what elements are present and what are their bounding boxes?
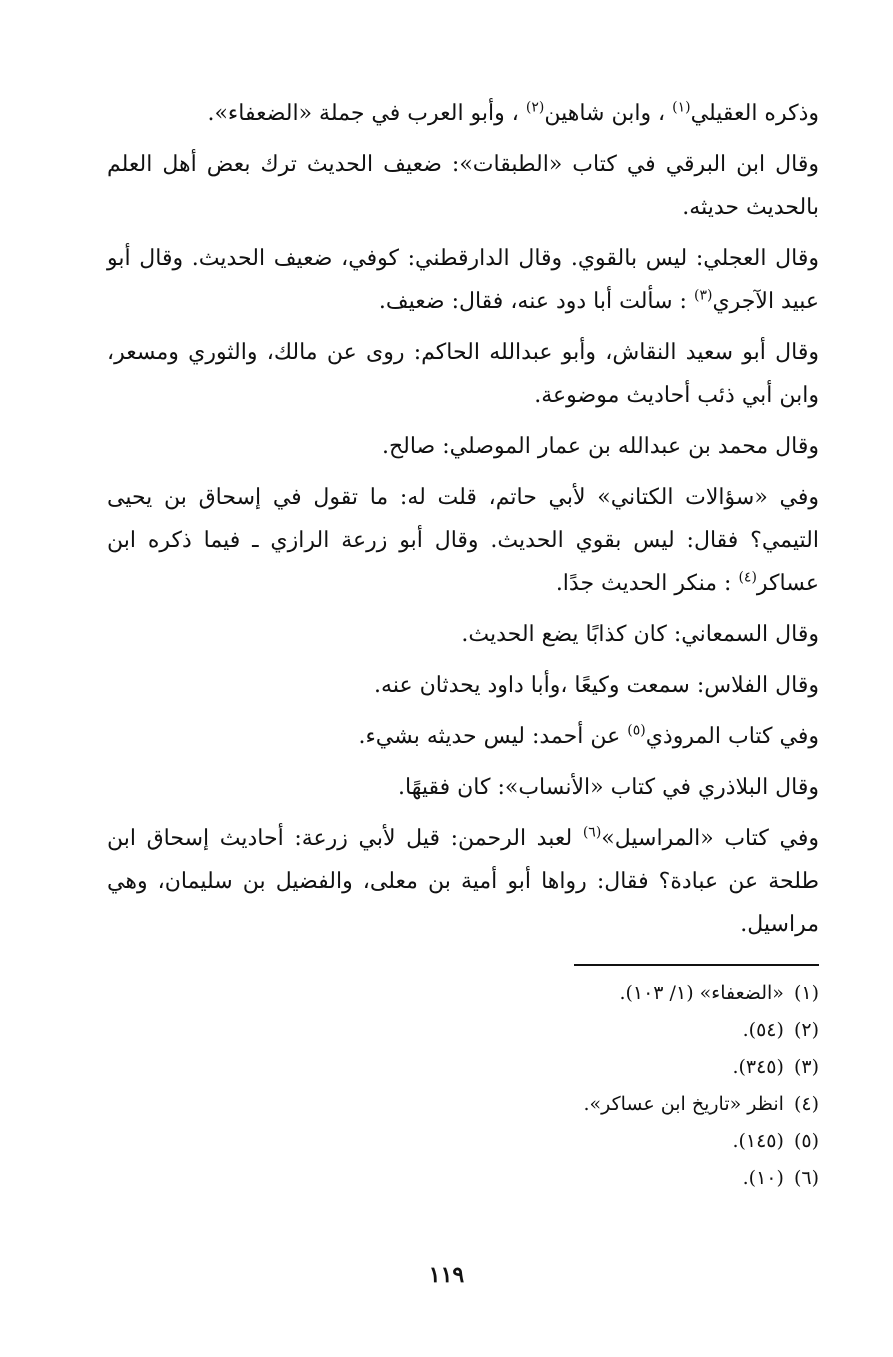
footnote-number: (١) bbox=[793, 982, 819, 1004]
paragraph-text: وقال السمعاني: كان كذابًا يضع الحديث. bbox=[461, 622, 819, 647]
footnotes bbox=[107, 975, 819, 1197]
paragraph-text: لعبد الرحمن: قيل لأبي زرعة: أحاديث إسحاق ابن طلحة عن عبادة؟ فقال: رواها أبو أمية بن معلى، والفضيل بن سليمان، وهي مراسيل. bbox=[107, 826, 819, 937]
paragraph-text: وفي كتاب «المراسيل» bbox=[601, 826, 819, 851]
paragraph-text: ، وأبو العرب في جملة «الضعفاء». bbox=[207, 101, 526, 126]
footnote bbox=[107, 1049, 819, 1086]
footnote-separator bbox=[574, 964, 819, 966]
main-text bbox=[107, 92, 819, 946]
paragraph-text: وقال العجلي: ليس بالقوي. وقال الدارقطني: كوفي، ضعيف الحديث. وقال أبو عبيد الآجري bbox=[107, 246, 819, 314]
footnote-number: (٣) bbox=[793, 1056, 819, 1078]
footnote-reference: (٥) bbox=[627, 722, 646, 739]
paragraph bbox=[107, 664, 819, 707]
paragraph-text: وذكره العقيلي bbox=[690, 101, 819, 126]
paragraph bbox=[107, 613, 819, 656]
paragraph bbox=[107, 817, 819, 946]
footnote-reference: (٣) bbox=[693, 287, 713, 304]
paragraph-text: : سألت أبا دود عنه، فقال: ضعيف. bbox=[378, 289, 694, 314]
footnote bbox=[107, 1123, 819, 1160]
paragraph bbox=[107, 766, 819, 809]
paragraph-text: وفي «سؤالات الكتاني» لأبي حاتم، قلت له: ما تقول في إسحاق بن يحيى التيمي؟ فقال: ليس بقوي الحديث. وقال أبو زرعة الرازي ـ فيما ذكره ابن عساكر bbox=[107, 485, 819, 596]
footnote-text: (٣٤٥). bbox=[732, 1056, 784, 1078]
footnote-reference: (٦) bbox=[582, 824, 602, 841]
footnote bbox=[107, 1086, 819, 1123]
paragraph-text: وقال ابن البرقي في كتاب «الطبقات»: ضعيف الحديث ترك بعض أهل العلم بالحديث حديثه. bbox=[107, 152, 819, 220]
paragraph-text: وقال محمد بن عبدالله بن عمار الموصلي: صالح. bbox=[381, 434, 819, 459]
footnote bbox=[107, 1160, 819, 1197]
footnote-text: (٥٤). bbox=[742, 1019, 784, 1041]
paragraph-text: وفي كتاب المروذي bbox=[645, 724, 819, 749]
footnote bbox=[107, 975, 819, 1012]
paragraph bbox=[107, 237, 819, 323]
paragraph bbox=[107, 331, 819, 417]
paragraph bbox=[107, 476, 819, 605]
paragraph-text: وقال أبو سعيد النقاش، وأبو عبدالله الحاكم: روى عن مالك، والثوري ومسعر، وابن أبي ذئب أحاديث موضوعة. bbox=[107, 340, 819, 408]
paragraph bbox=[107, 425, 819, 468]
footnote-reference: (١) bbox=[672, 99, 691, 116]
footnote-reference: (٢) bbox=[525, 99, 545, 116]
footnote-number: (٥) bbox=[793, 1130, 819, 1152]
footnote-text: «الضعفاء» (١/ ١٠٣). bbox=[619, 982, 784, 1004]
footnote-text: (١٠). bbox=[742, 1167, 784, 1189]
footnote bbox=[107, 1012, 819, 1049]
paragraph-text: وقال البلاذري في كتاب «الأنساب»: كان فقيهًا. bbox=[398, 775, 819, 800]
paragraph-text: : منكر الحديث جدًا. bbox=[555, 571, 739, 596]
paragraph bbox=[107, 143, 819, 229]
paragraph-text: ، وابن شاهين bbox=[544, 101, 673, 126]
footnote-text: (١٤٥). bbox=[732, 1130, 784, 1152]
page-number: ١١٩ bbox=[428, 1262, 465, 1288]
footnote-number: (٤) bbox=[793, 1093, 819, 1115]
footnote-text: انظر «تاريخ ابن عساكر». bbox=[583, 1093, 784, 1115]
footnote-number: (٦) bbox=[793, 1167, 819, 1189]
footnote-number: (٢) bbox=[793, 1019, 819, 1041]
paragraph-text: عن أحمد: ليس حديثه بشيء. bbox=[358, 724, 628, 749]
footnote-reference: (٤) bbox=[738, 569, 757, 586]
paragraph bbox=[107, 92, 819, 135]
paragraph bbox=[107, 715, 819, 758]
paragraph-text: وقال الفلاس: سمعت وكيعًا ،وأبا داود يحدثان عنه. bbox=[374, 673, 819, 698]
